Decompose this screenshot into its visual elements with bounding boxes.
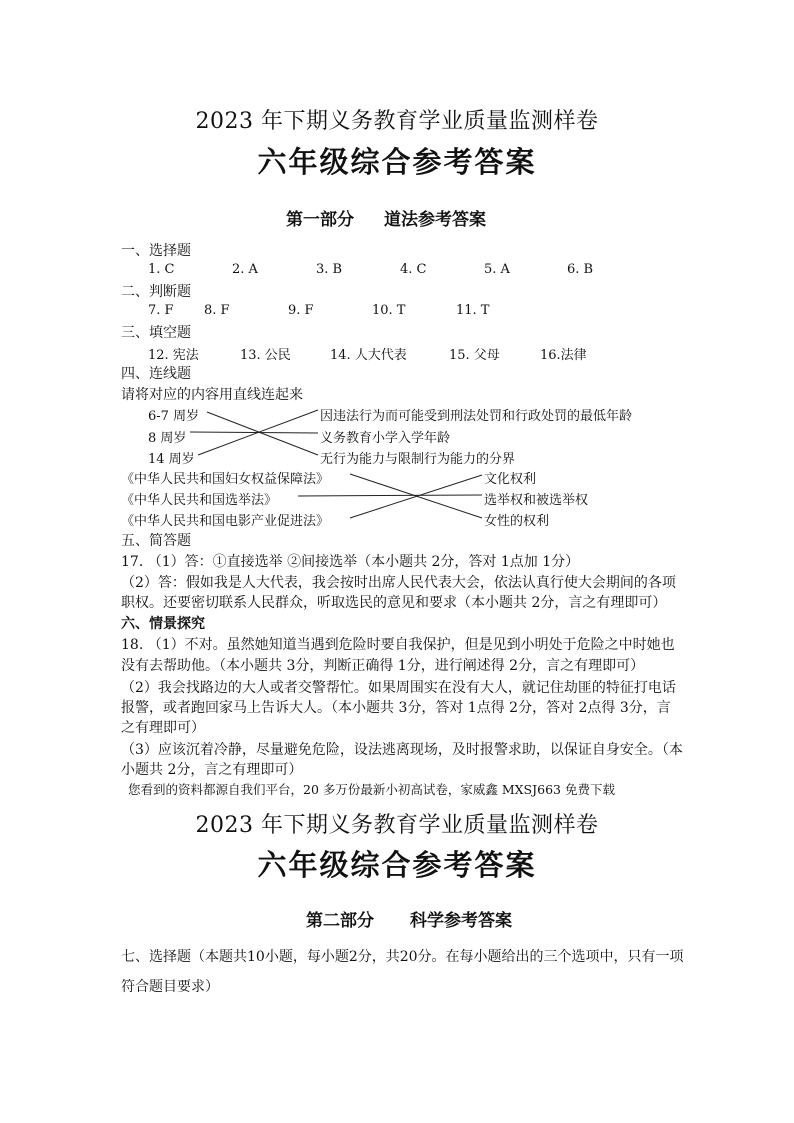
part2-label: 第二部分 xyxy=(306,911,374,931)
match-line xyxy=(298,495,482,496)
part1-label: 第一部分 xyxy=(286,210,354,230)
match-left-age: 14 周岁 xyxy=(148,452,195,467)
match-left-law: 《中华人民共和国电影产业促进法》 xyxy=(121,514,330,529)
q18-part3-line1: （3）应该沉着冷静，尽量避免危险，设法逃离现场，及时报警求助，以保证自身安全。（本 xyxy=(121,742,683,758)
section-heading-match: 四、连线题 xyxy=(121,366,191,382)
q17-part1: 17. （1）答：①直接选举 ②间接选举（本小题共 2分，答对 1点加 1分） xyxy=(121,554,580,570)
match-right-age: 因违法行为而可能受到刑法处罚和行政处罚的最低年龄 xyxy=(320,409,633,424)
match-left-age: 8 周岁 xyxy=(148,431,187,446)
answer-item: 14. 人大代表 xyxy=(330,348,407,363)
answer-item: 3. B xyxy=(316,262,343,277)
answer-item: 8. F xyxy=(204,303,230,318)
page-title-2: 2023 年下期义务教育学业质量监测样卷 xyxy=(195,813,599,838)
answer-item: 13. 公民 xyxy=(240,348,291,363)
part2-subject: 科学参考答案 xyxy=(410,911,512,931)
match-right-age: 义务教育小学入学年龄 xyxy=(320,431,451,446)
match-left-age: 6-7 周岁 xyxy=(148,409,200,424)
section-heading-judge: 二、判断题 xyxy=(121,284,191,300)
section-heading-fill: 三、填空题 xyxy=(121,325,191,341)
q18-part2-line1: （2）我会找路边的大人或者交警帮忙。如果周围实在没有大人，就记住劫匪的特征打电话 xyxy=(121,680,676,696)
match-right-age: 无行为能力与限制行为能力的分界 xyxy=(320,452,516,467)
answer-item: 16.法律 xyxy=(540,348,587,363)
answer-item: 12. 宪法 xyxy=(148,348,199,363)
section7-line1: 七、选择题（本题共10小题，每小题2分，共20分。在每小题给出的三个选项中，只有一项 xyxy=(121,949,684,965)
match-right-law: 女性的权利 xyxy=(484,514,550,529)
page-title: 2023 年下期义务教育学业质量监测样卷 xyxy=(195,109,599,134)
answer-item: 6. B xyxy=(567,262,594,277)
page-subtitle: 六年级综合参考答案 xyxy=(257,145,537,179)
answer-item: 15. 父母 xyxy=(449,348,500,363)
answer-item: 4. C xyxy=(400,262,427,277)
match-right-law: 文化权利 xyxy=(484,472,537,487)
q18-part1-line2: 没有去帮助他。（本小题共 3分，判断正确得 1分，进行阐述得 2分，言之有理即可） xyxy=(121,658,645,674)
match-left-law: 《中华人民共和国选举法》 xyxy=(121,493,278,508)
match-line xyxy=(190,432,318,433)
match-right-law: 选举权和被选举权 xyxy=(484,493,589,508)
promo-note: 您看到的资料都源自我们平台，20 多万份最新小初高试卷，家威鑫 MXSJ663 免费下载 xyxy=(128,782,615,797)
q18-part1-line1: 18. （1）不对。虽然她知道当遇到危险时要自我保护，但是见到小明处于危险之中时她也 xyxy=(121,637,675,653)
answer-item: 7. F xyxy=(148,303,174,318)
answer-item: 11. T xyxy=(456,303,490,318)
q18-part2-line3: 之有理即可） xyxy=(121,720,205,736)
match-line xyxy=(207,412,318,455)
q18-part2-line2: 报警，或者跑回家马上告诉大人。（本小题共 3分，答对 1点得 2分，答对 2点得 3分，言 xyxy=(121,700,671,716)
section-heading-short: 五、简答题 xyxy=(121,533,191,549)
section7-line2: 符合题目要求） xyxy=(121,979,219,995)
answer-item: 9. F xyxy=(288,303,314,318)
q18-part3-line2: 小题共 2分，言之有理即可） xyxy=(121,762,303,778)
page-subtitle-2: 六年级综合参考答案 xyxy=(257,848,537,882)
match-instruction: 请将对应的内容用直线连起来 xyxy=(121,387,303,403)
match-left-law: 《中华人民共和国妇女权益保障法》 xyxy=(121,472,330,487)
answer-item: 5. A xyxy=(484,262,510,277)
section-heading-choice: 一、选择题 xyxy=(121,243,191,259)
part1-subject: 道法参考答案 xyxy=(384,210,486,230)
section-heading-scenario: 六、情景探究 xyxy=(121,616,205,632)
q17-part2-line1: （2）答：假如我是人大代表，我会按时出席人民代表大会，依法认真行使大会期间的各项 xyxy=(121,575,676,591)
q17-part2-line2: 职权。还要密切联系人民群众，听取选民的意见和要求（本小题共 2分，言之有理即可） xyxy=(121,595,667,611)
answer-item: 10. T xyxy=(372,303,406,318)
answer-item: 1. C xyxy=(148,262,175,277)
answer-item: 2. A xyxy=(232,262,258,277)
